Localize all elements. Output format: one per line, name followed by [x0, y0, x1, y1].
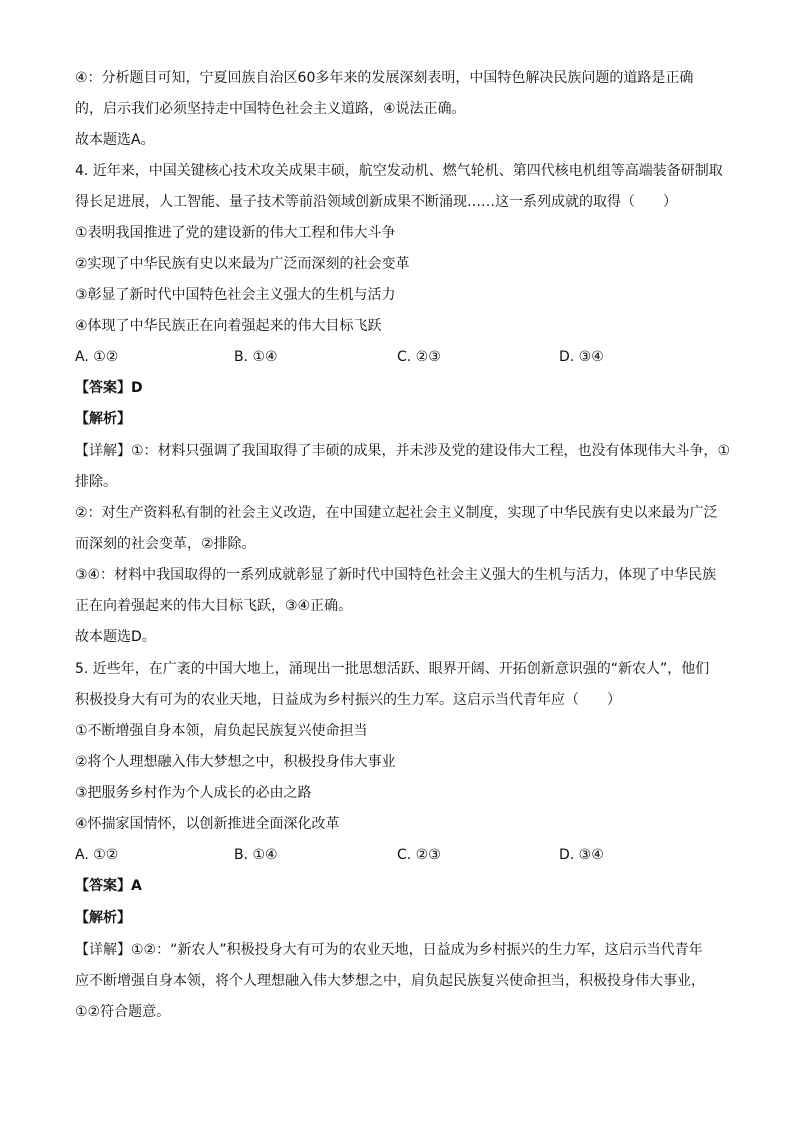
q4-option-c: C. ②③	[397, 349, 441, 365]
q5-item-4: ④怀揣家国情怀，以创新推进全面深化改革	[75, 816, 340, 832]
q4-item-4: ④体现了中华民族正在向着强起来的伟大目标飞跃	[75, 318, 382, 334]
q3-conclusion: 故本题选A。	[75, 132, 155, 148]
q4-detail-line-2: 排除。	[75, 474, 117, 490]
q4-option-a: A. ①②	[75, 349, 119, 365]
q5-detail-line-3: ①②符合题意。	[75, 1004, 171, 1020]
q5-analysis-heading: 【解析】	[75, 910, 131, 926]
q4-detail-line-6: 正在向着强起来的伟大目标飞跃，③④正确。	[75, 598, 353, 614]
q5-option-a: A. ①②	[75, 847, 119, 863]
q4-analysis-heading: 【解析】	[75, 411, 131, 427]
q4-item-1: ①表明我国推进了党的建设新的伟大工程和伟大斗争	[75, 225, 396, 241]
q3-detail-line-1: ④：分析题目可知，宁夏回族自治区60多年来的发展深刻表明，中国特色解决民族问题的道路是正确	[75, 70, 694, 86]
q4-item-2: ②实现了中华民族有史以来最为广泛而深刻的社会变革	[75, 256, 410, 272]
q5-item-3: ③把服务乡村作为个人成长的必由之路	[75, 785, 312, 801]
q4-item-3: ③彰显了新时代中国特色社会主义强大的生机与活力	[75, 287, 396, 303]
q5-answer: 【答案】A	[75, 878, 142, 894]
q4-option-d: D. ③④	[559, 349, 604, 365]
q5-detail-line-2: 应不断增强自身本领，将个人理想融入伟大梦想之中，肩负起民族复兴使命担当，积极投身伟大事业，	[75, 973, 705, 989]
q4-detail-line-4: 而深刻的社会变革，②排除。	[75, 536, 256, 552]
q5-item-1: ①不断增强自身本领，肩负起民族复兴使命担当	[75, 723, 368, 739]
q5-option-c: C. ②③	[397, 847, 441, 863]
q5-option-d: D. ③④	[559, 847, 604, 863]
q4-stem-line-1: 4. 近年来，中国关键核心技术攻关成果丰硕，航空发动机、燃气轮机、第四代核电机组等高端装备研制取	[75, 163, 723, 179]
q5-item-2: ②将个人理想融入伟大梦想之中，积极投身伟大事业	[75, 754, 396, 770]
q5-detail-line-1: 【详解】①②：“新农人”积极投身大有可为的农业天地，日益成为乡村振兴的生力军，这启示当代青年	[75, 942, 703, 958]
q4-detail-line-5: ③④：材料中我国取得的一系列成就彰显了新时代中国特色社会主义强大的生机与活力，体现了中华民族	[75, 567, 717, 583]
q5-stem-line-2: 积极投身大有可为的农业天地，日益成为乡村振兴的生力军。这启示当代青年应（ ）	[75, 692, 621, 708]
q4-conclusion: 故本题选D。	[75, 629, 156, 645]
q4-detail-line-3: ②：对生产资料私有制的社会主义改造，在中国建立起社会主义制度，实现了中华民族有史以来最为广泛	[75, 505, 718, 521]
q5-stem-line-1: 5. 近些年，在广袤的中国大地上，涌现出一批思想活跃、眼界开阔、开拓创新意识强的“新农人”，他们	[75, 661, 710, 677]
q4-detail-line-1: 【详解】①：材料只强调了我国取得了丰硕的成果，并未涉及党的建设伟大工程，也没有体现伟大斗争，①	[75, 443, 731, 459]
q4-answer: 【答案】D	[75, 380, 143, 396]
q4-option-b: B. ①④	[234, 349, 278, 365]
q3-detail-line-2: 的，启示我们必须坚持走中国特色社会主义道路，④说法正确。	[75, 101, 466, 117]
q4-stem-line-2: 得长足进展，人工智能、量子技术等前沿领域创新成果不断涌现……这一系列成就的取得（ ）	[75, 194, 677, 210]
q5-option-b: B. ①④	[234, 847, 278, 863]
